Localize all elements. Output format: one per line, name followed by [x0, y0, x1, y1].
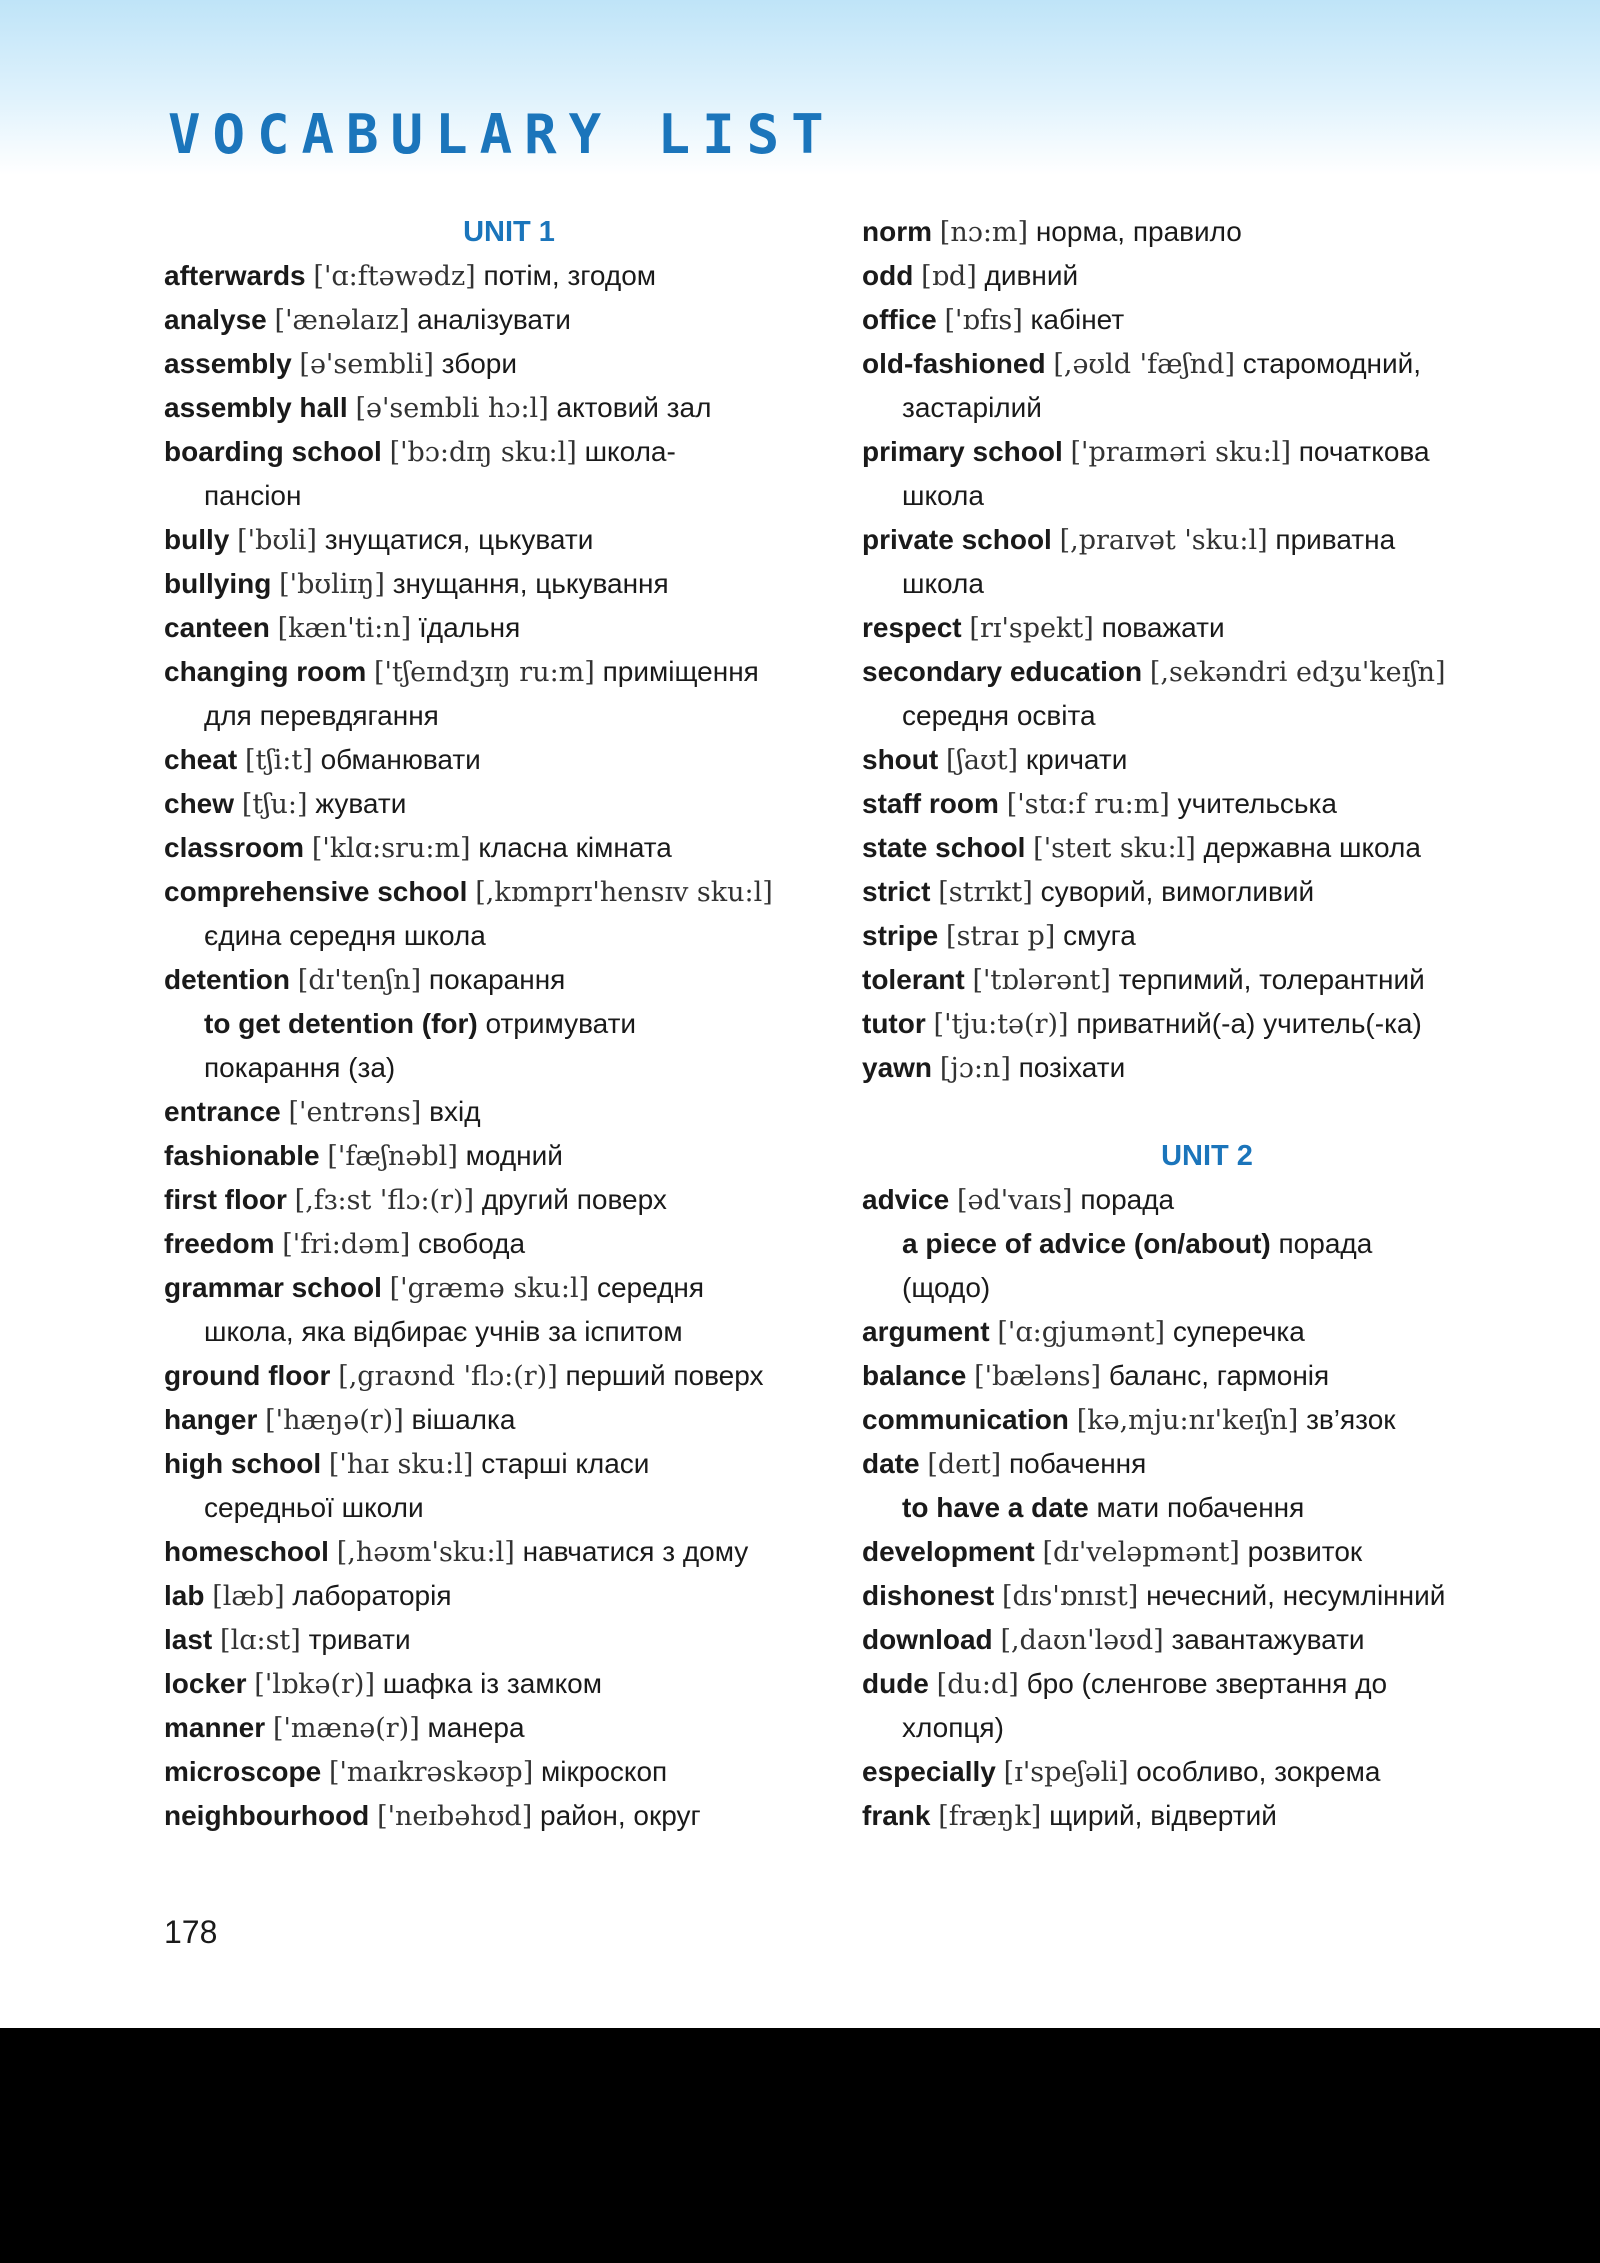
transcription: ['græmə sku:l] — [389, 1273, 590, 1304]
translation: щирий, відвертий — [1049, 1800, 1277, 1831]
vocab-entry — [862, 1750, 1552, 1794]
transcription: ['fæʃnəbl] — [327, 1141, 458, 1172]
translation: нечесний, несумлінний — [1146, 1580, 1446, 1611]
bottom-black-band — [0, 2028, 1600, 2263]
vocab-entry — [164, 1266, 854, 1310]
vocab-entry — [164, 606, 854, 650]
vocab-entry — [164, 254, 854, 298]
headword: especially — [862, 1756, 996, 1787]
transcription: ['maɪkrəskəʊp] — [328, 1757, 534, 1788]
headword: staff room — [862, 788, 999, 819]
headword: date — [862, 1448, 920, 1479]
vocab-entry — [164, 1222, 854, 1266]
vocab-entry — [164, 650, 854, 694]
headword: bullying — [164, 568, 272, 599]
translation: учительська — [1177, 788, 1337, 819]
vocab-entry — [862, 1002, 1552, 1046]
vocab-entry — [164, 1442, 854, 1486]
vocab-entry — [862, 518, 1552, 562]
vocab-entry — [164, 1178, 854, 1222]
transcription: [dɪ'veləpmənt] — [1042, 1537, 1240, 1568]
transcription: ['hæŋə(r)] — [265, 1405, 404, 1436]
vocab-entry — [164, 1090, 854, 1134]
vocab-entry — [862, 1178, 1552, 1222]
entry-continuation: для перевдягання — [204, 700, 439, 731]
vocab-entry — [862, 254, 1552, 298]
vocab-subentry — [862, 1486, 1552, 1530]
vocab-column-left — [164, 210, 854, 1838]
transcription: ['tɒlərənt] — [972, 965, 1111, 996]
transcription: ['stɑ:f ru:m] — [1006, 789, 1170, 820]
transcription: [strɪkt] — [938, 877, 1033, 908]
vocab-column-right — [862, 210, 1552, 1838]
translation: баланс, гармонія — [1108, 1360, 1330, 1391]
headword: office — [862, 304, 937, 335]
translation: поважати — [1101, 612, 1225, 643]
translation: вхід — [429, 1096, 481, 1127]
headword: balance — [862, 1360, 967, 1391]
translation: бро (сленгове звертання до — [1026, 1668, 1388, 1699]
translation: їдальня — [418, 612, 521, 643]
translation: побачення — [1008, 1448, 1147, 1479]
headword: assembly hall — [164, 392, 348, 423]
vocab-entry — [862, 430, 1552, 474]
vocab-entry — [862, 870, 1552, 914]
vocab-entry — [862, 210, 1552, 254]
translation: суперечка — [1172, 1316, 1305, 1347]
vocab-entry — [164, 1618, 854, 1662]
headword: manner — [164, 1712, 266, 1743]
subentry-phrase: to get detention (for) — [204, 1008, 478, 1039]
translation: покарання — [428, 964, 566, 995]
vocab-entry — [164, 1706, 854, 1750]
headword: canteen — [164, 612, 270, 643]
transcription: [,sekəndri edʒu'keɪʃn] — [1149, 657, 1446, 688]
headword: fashionable — [164, 1140, 320, 1171]
translation: свобода — [418, 1228, 526, 1259]
headword: respect — [862, 612, 962, 643]
vocab-entry — [164, 1134, 854, 1178]
entry-continuation: єдина середня школа — [204, 920, 486, 951]
translation: кабінет — [1030, 304, 1125, 335]
transcription: [du:d] — [936, 1669, 1019, 1700]
headword: cheat — [164, 744, 238, 775]
transcription: [læb] — [212, 1581, 285, 1612]
transcription: ['steɪt sku:l] — [1033, 833, 1196, 864]
vocab-entry — [862, 1662, 1552, 1706]
headword: freedom — [164, 1228, 275, 1259]
transcription: [tʃu:] — [241, 789, 308, 820]
translation: модний — [465, 1140, 563, 1171]
headword: argument — [862, 1316, 990, 1347]
page-number: 178 — [164, 1914, 218, 1950]
vocab-entry — [862, 958, 1552, 1002]
headword: odd — [862, 260, 914, 291]
headword: state school — [862, 832, 1026, 863]
entry-continuation: хлопця) — [902, 1712, 1004, 1743]
translation: манера — [427, 1712, 525, 1743]
vocab-entry — [164, 1530, 854, 1574]
headword: advice — [862, 1184, 950, 1215]
vocab-entry — [164, 1398, 854, 1442]
headword: shout — [862, 744, 939, 775]
translation: старомодний, — [1242, 348, 1422, 379]
translation: приміщення — [602, 656, 759, 687]
translation: смуга — [1063, 920, 1136, 951]
transcription: [ə'sembli] — [299, 349, 434, 380]
headword: assembly — [164, 348, 292, 379]
translation: початкова — [1298, 436, 1430, 467]
vocab-entry — [164, 870, 854, 914]
transcription: [,kɒmprɪ'hensɪv sku:l] — [475, 877, 773, 908]
translation: старші класи — [481, 1448, 650, 1479]
entry-continuation: застарілий — [902, 392, 1042, 423]
vocab-entry — [862, 1794, 1552, 1838]
headword: download — [862, 1624, 993, 1655]
translation: актовий зал — [556, 392, 712, 423]
transcription: [nɔ:m] — [939, 217, 1029, 248]
transcription: ['ɑ:ftəwədz] — [313, 261, 476, 292]
headword: afterwards — [164, 260, 306, 291]
translation: кричати — [1025, 744, 1128, 775]
transcription: [,həʊm'sku:l] — [336, 1537, 515, 1568]
entry-continuation: (щодо) — [902, 1272, 991, 1303]
vocab-entry — [164, 430, 854, 474]
headword: development — [862, 1536, 1035, 1567]
transcription: [əd'vaɪs] — [956, 1185, 1073, 1216]
vocab-entry — [164, 298, 854, 342]
headword: comprehensive school — [164, 876, 468, 907]
translation: суворий, вимогливий — [1040, 876, 1315, 907]
translation: другий поверх — [481, 1184, 667, 1215]
headword: frank — [862, 1800, 931, 1831]
translation: особливо, зокрема — [1136, 1756, 1381, 1787]
vocab-entry — [862, 1354, 1552, 1398]
vocab-entry — [164, 1354, 854, 1398]
transcription: ['lɒkə(r)] — [254, 1669, 376, 1700]
transcription: ['mænə(r)] — [272, 1713, 420, 1744]
translation: середня — [596, 1272, 705, 1303]
transcription: [,graʊnd 'flɔ:(r)] — [338, 1361, 558, 1392]
vocab-entry — [862, 298, 1552, 342]
vocab-entry — [164, 738, 854, 782]
transcription: [,fɜ:st 'flɔ:(r)] — [294, 1185, 475, 1216]
headword: bully — [164, 524, 230, 555]
transcription: ['ænəlaɪz] — [274, 305, 410, 336]
vocab-entry — [164, 958, 854, 1002]
transcription: [,əʊld 'fæʃnd] — [1053, 349, 1235, 380]
vocab-entry — [862, 826, 1552, 870]
unit-heading: UNIT 2 — [1161, 1140, 1253, 1172]
headword: last — [164, 1624, 213, 1655]
transcription: ['bæləns] — [974, 1361, 1102, 1392]
vocab-entry — [164, 386, 854, 430]
translation: позіхати — [1018, 1052, 1126, 1083]
headword: strict — [862, 876, 931, 907]
translation: збори — [441, 348, 518, 379]
transcription: ['tju:tə(r)] — [933, 1009, 1069, 1040]
vocab-subentry — [862, 1222, 1552, 1266]
translation: потім, згодом — [483, 260, 657, 291]
translation: терпимий, толерантний — [1118, 964, 1425, 995]
vocab-entry — [862, 1574, 1552, 1618]
translation: завантажувати — [1171, 1624, 1365, 1655]
vocab-entry — [164, 1794, 854, 1838]
headword: classroom — [164, 832, 305, 863]
headword: dude — [862, 1668, 929, 1699]
entry-continuation: школа — [902, 568, 984, 599]
entry-continuation: середня освіта — [902, 700, 1096, 731]
vocab-entry — [862, 606, 1552, 650]
translation: аналізувати — [417, 304, 571, 335]
transcription: [rɪ'spekt] — [969, 613, 1094, 644]
translation: норма, правило — [1035, 216, 1242, 247]
vocab-entry — [862, 1618, 1552, 1662]
transcription: ['bʊli] — [237, 525, 317, 556]
vocab-entry — [862, 1398, 1552, 1442]
transcription: [,praɪvət 'sku:l] — [1059, 525, 1268, 556]
headword: ground floor — [164, 1360, 331, 1391]
translation: лабораторія — [292, 1580, 452, 1611]
headword: neighbourhood — [164, 1800, 370, 1831]
translation: зв’язок — [1306, 1404, 1396, 1435]
translation: обманювати — [320, 744, 481, 775]
subentry-phrase: to have a date — [902, 1492, 1089, 1523]
transcription: [straɪ p] — [946, 921, 1056, 952]
headword: homeschool — [164, 1536, 329, 1567]
headword: communication — [862, 1404, 1069, 1435]
transcription: [kæn'ti:n] — [277, 613, 412, 644]
vocab-entry — [862, 1046, 1552, 1090]
headword: entrance — [164, 1096, 281, 1127]
vocab-entry — [862, 1442, 1552, 1486]
entry-continuation: середньої школи — [204, 1492, 424, 1523]
headword: microscope — [164, 1756, 322, 1787]
translation: приватна — [1275, 524, 1396, 555]
translation: порада — [1278, 1228, 1373, 1259]
transcription: [lɑ:st] — [220, 1625, 301, 1656]
vocab-entry — [164, 342, 854, 386]
headword: secondary education — [862, 656, 1143, 687]
transcription: ['entrəns] — [288, 1097, 422, 1128]
transcription: [,daʊn'ləʊd] — [1000, 1625, 1164, 1656]
translation: класна кімната — [478, 832, 672, 863]
translation: знущатися, цькувати — [324, 524, 594, 555]
transcription: [ɪ'speʃəli] — [1003, 1757, 1129, 1788]
translation: жувати — [315, 788, 407, 819]
translation: тривати — [308, 1624, 411, 1655]
vocab-entry — [862, 650, 1552, 694]
transcription: [jɔ:n] — [939, 1053, 1011, 1084]
transcription: ['fri:dəm] — [282, 1229, 411, 1260]
transcription: [tʃi:t] — [244, 745, 313, 776]
translation: порада — [1080, 1184, 1175, 1215]
headword: old-fashioned — [862, 348, 1046, 379]
transcription: ['neɪbəhʊd] — [377, 1801, 533, 1832]
transcription: [kə,mju:nɪ'keɪʃn] — [1076, 1405, 1299, 1436]
translation: мікроскоп — [541, 1756, 668, 1787]
entry-continuation: школа, яка відбирає учнів за іспитом — [204, 1316, 683, 1347]
headword: boarding school — [164, 436, 382, 467]
translation: приватний(-а) учитель(-ка) — [1076, 1008, 1422, 1039]
translation: дивний — [984, 260, 1079, 291]
translation: район, округ — [540, 1800, 701, 1831]
translation: навчатися з дому — [522, 1536, 749, 1567]
headword: hanger — [164, 1404, 258, 1435]
headword: locker — [164, 1668, 247, 1699]
transcription: [ə'sembli hɔ:l] — [355, 393, 549, 424]
vocab-entry — [862, 342, 1552, 386]
headword: grammar school — [164, 1272, 382, 1303]
translation: мати побачення — [1096, 1492, 1305, 1523]
transcription: [ʃaʊt] — [946, 745, 1019, 776]
translation: отримувати — [485, 1008, 637, 1039]
headword: first floor — [164, 1184, 287, 1215]
headword: lab — [164, 1580, 205, 1611]
translation: знущання, цькування — [392, 568, 669, 599]
headword: primary school — [862, 436, 1063, 467]
vocab-entry — [164, 1662, 854, 1706]
vocab-entry — [164, 1750, 854, 1794]
translation: державна школа — [1203, 832, 1421, 863]
subentry-phrase: a piece of advice (on/about) — [902, 1228, 1271, 1259]
headword: changing room — [164, 656, 367, 687]
headword: private school — [862, 524, 1052, 555]
headword: high school — [164, 1448, 322, 1479]
transcription: ['ɑ:gjumənt] — [997, 1317, 1166, 1348]
transcription: [fræŋk] — [938, 1801, 1042, 1832]
headword: chew — [164, 788, 235, 819]
transcription: [dɪs'ɒnɪst] — [1002, 1581, 1139, 1612]
section-spacer — [862, 1090, 1552, 1134]
transcription: ['bʊliɪŋ] — [279, 569, 385, 600]
translation: шафка із замком — [382, 1668, 602, 1699]
headword: detention — [164, 964, 290, 995]
vocab-entry — [862, 782, 1552, 826]
transcription: ['praɪməri sku:l] — [1070, 437, 1291, 468]
page-title: VOCABULARY LIST — [168, 103, 836, 166]
transcription: [ɒd] — [921, 261, 977, 292]
vocab-entry — [862, 1310, 1552, 1354]
transcription: ['klɑ:sru:m] — [311, 833, 471, 864]
headword: dishonest — [862, 1580, 995, 1611]
unit-heading: UNIT 1 — [463, 216, 555, 248]
transcription: [dɪ'tenʃn] — [297, 965, 422, 996]
headword: yawn — [862, 1052, 933, 1083]
vocab-entry — [862, 1530, 1552, 1574]
translation: перший поверх — [565, 1360, 764, 1391]
transcription: [deɪt] — [927, 1449, 1002, 1480]
vocab-entry — [164, 782, 854, 826]
vocab-entry — [164, 1574, 854, 1618]
transcription: ['ɒfɪs] — [944, 305, 1023, 336]
headword: stripe — [862, 920, 939, 951]
vocab-entry — [164, 562, 854, 606]
headword: analyse — [164, 304, 267, 335]
headword: norm — [862, 216, 932, 247]
transcription: ['bɔ:dɪŋ sku:l] — [389, 437, 577, 468]
entry-continuation: покарання (за) — [204, 1052, 396, 1083]
vocab-entry — [164, 826, 854, 870]
transcription: ['haɪ sku:l] — [328, 1449, 474, 1480]
vocab-entry — [862, 738, 1552, 782]
vocab-entry — [164, 518, 854, 562]
headword: tutor — [862, 1008, 926, 1039]
vocab-entry — [862, 914, 1552, 958]
vocab-subentry — [164, 1002, 854, 1046]
translation: школа- — [584, 436, 676, 467]
translation: вішалка — [411, 1404, 516, 1435]
transcription: ['tʃeɪndʒɪŋ ru:m] — [374, 657, 595, 688]
entry-continuation: пансіон — [204, 480, 302, 511]
translation: розвиток — [1247, 1536, 1363, 1567]
entry-continuation: школа — [902, 480, 984, 511]
headword: tolerant — [862, 964, 965, 995]
